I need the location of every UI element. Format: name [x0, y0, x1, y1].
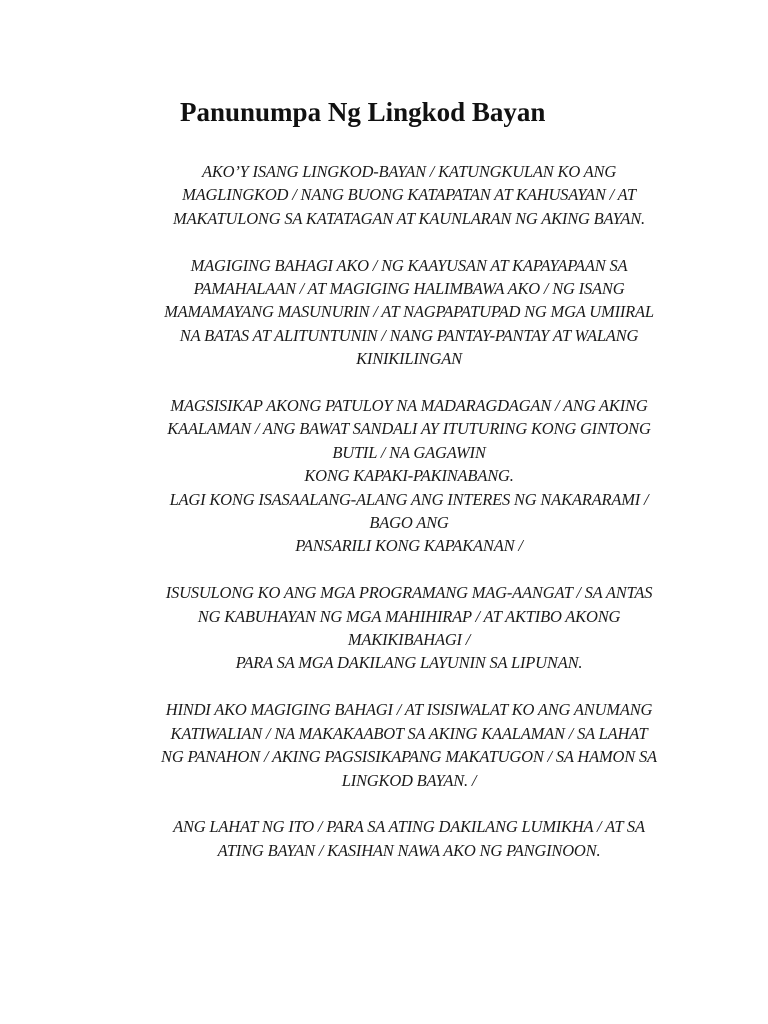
text-line: BAGO ANG [369, 513, 449, 533]
text-line: PARA SA MGA DAKILANG LAYUNIN SA LIPUNAN. [235, 653, 583, 673]
paragraph-2 [96, 254, 722, 371]
oath-body [96, 160, 722, 886]
paragraph-6 [96, 815, 722, 862]
text-line: ATING BAYAN / KASIHAN NAWA AKO NG PANGINOON. [217, 840, 601, 860]
text-line: BUTIL / NA GAGAWIN [332, 442, 486, 462]
text-line: LAGI KONG ISASAALANG-ALANG ANG INTERES NG NAKARARAMI / [169, 489, 649, 509]
text-line: KINIKILINGAN [356, 349, 462, 369]
text-line: KONG KAPAKI-PAKINABANG. [304, 466, 514, 486]
text-line: ISUSULONG KO ANG MGA PROGRAMANG MAG-AANGAT / SA ANTAS [165, 583, 653, 603]
text-line: PAMAHALAAN / AT MAGIGING HALIMBAWA AKO / NG ISANG [193, 279, 625, 299]
text-line: AKO’Y ISANG LINGKOD-BAYAN / KATUNGKULAN KO ANG [201, 162, 617, 181]
text-line: NA BATAS AT ALITUNTUNIN / NANG PANTAY-PANTAY AT WALANG [179, 325, 639, 345]
text-line: NG PANAHON / AKING PAGSISIKAPANG MAKATUGON / SA HAMON SA [161, 747, 657, 767]
text-line: NG KABUHAYAN NG MGA MAHIHIRAP / AT AKTIBO AKONG [197, 606, 621, 626]
text-line: MAGIGING BAHAGI AKO / NG KAAYUSAN AT KAPAYAPAAN SA [190, 255, 628, 275]
text-line: MAGLINGKOD / NANG BUONG KATAPATAN AT KAHUSAYAN / AT [182, 185, 636, 205]
paragraph-5 [96, 698, 722, 792]
text-line: MAKIKIBAHAGI / [347, 630, 471, 650]
document-title: Panunumpa Ng Lingkod Bayan [180, 97, 546, 127]
paragraph-1 [96, 160, 722, 230]
paragraph-4 [96, 581, 722, 675]
text-line: LINGKOD BAYAN. / [341, 770, 477, 790]
text-line: PANSARILI KONG KAPAKANAN / [295, 536, 523, 556]
text-line: KAALAMAN / ANG BAWAT SANDALI AY ITUTURING KONG GINTONG [167, 419, 651, 439]
text-line: HINDI AKO MAGIGING BAHAGI / AT ISISIWALAT KO ANG ANUMANG [165, 700, 653, 720]
text-line: ANG LAHAT NG ITO / PARA SA ATING DAKILANG LUMIKHA / AT SA [173, 817, 645, 837]
text-line: KATIWALIAN / NA MAKAKAABOT SA AKING KAALAMAN / SA LAHAT [170, 723, 648, 743]
text-line: MAKATULONG SA KATATAGAN AT KAUNLARAN NG AKING BAYAN. [173, 208, 645, 228]
paragraph-3 [96, 394, 722, 558]
text-line: MAGSISIKAP AKONG PATULOY NA MADARAGDAGAN / ANG AKING [170, 396, 648, 416]
text-line: MAMAMAYANG MASUNURIN / AT NAGPAPATUPAD NG MGA UMIIRAL [164, 302, 654, 322]
